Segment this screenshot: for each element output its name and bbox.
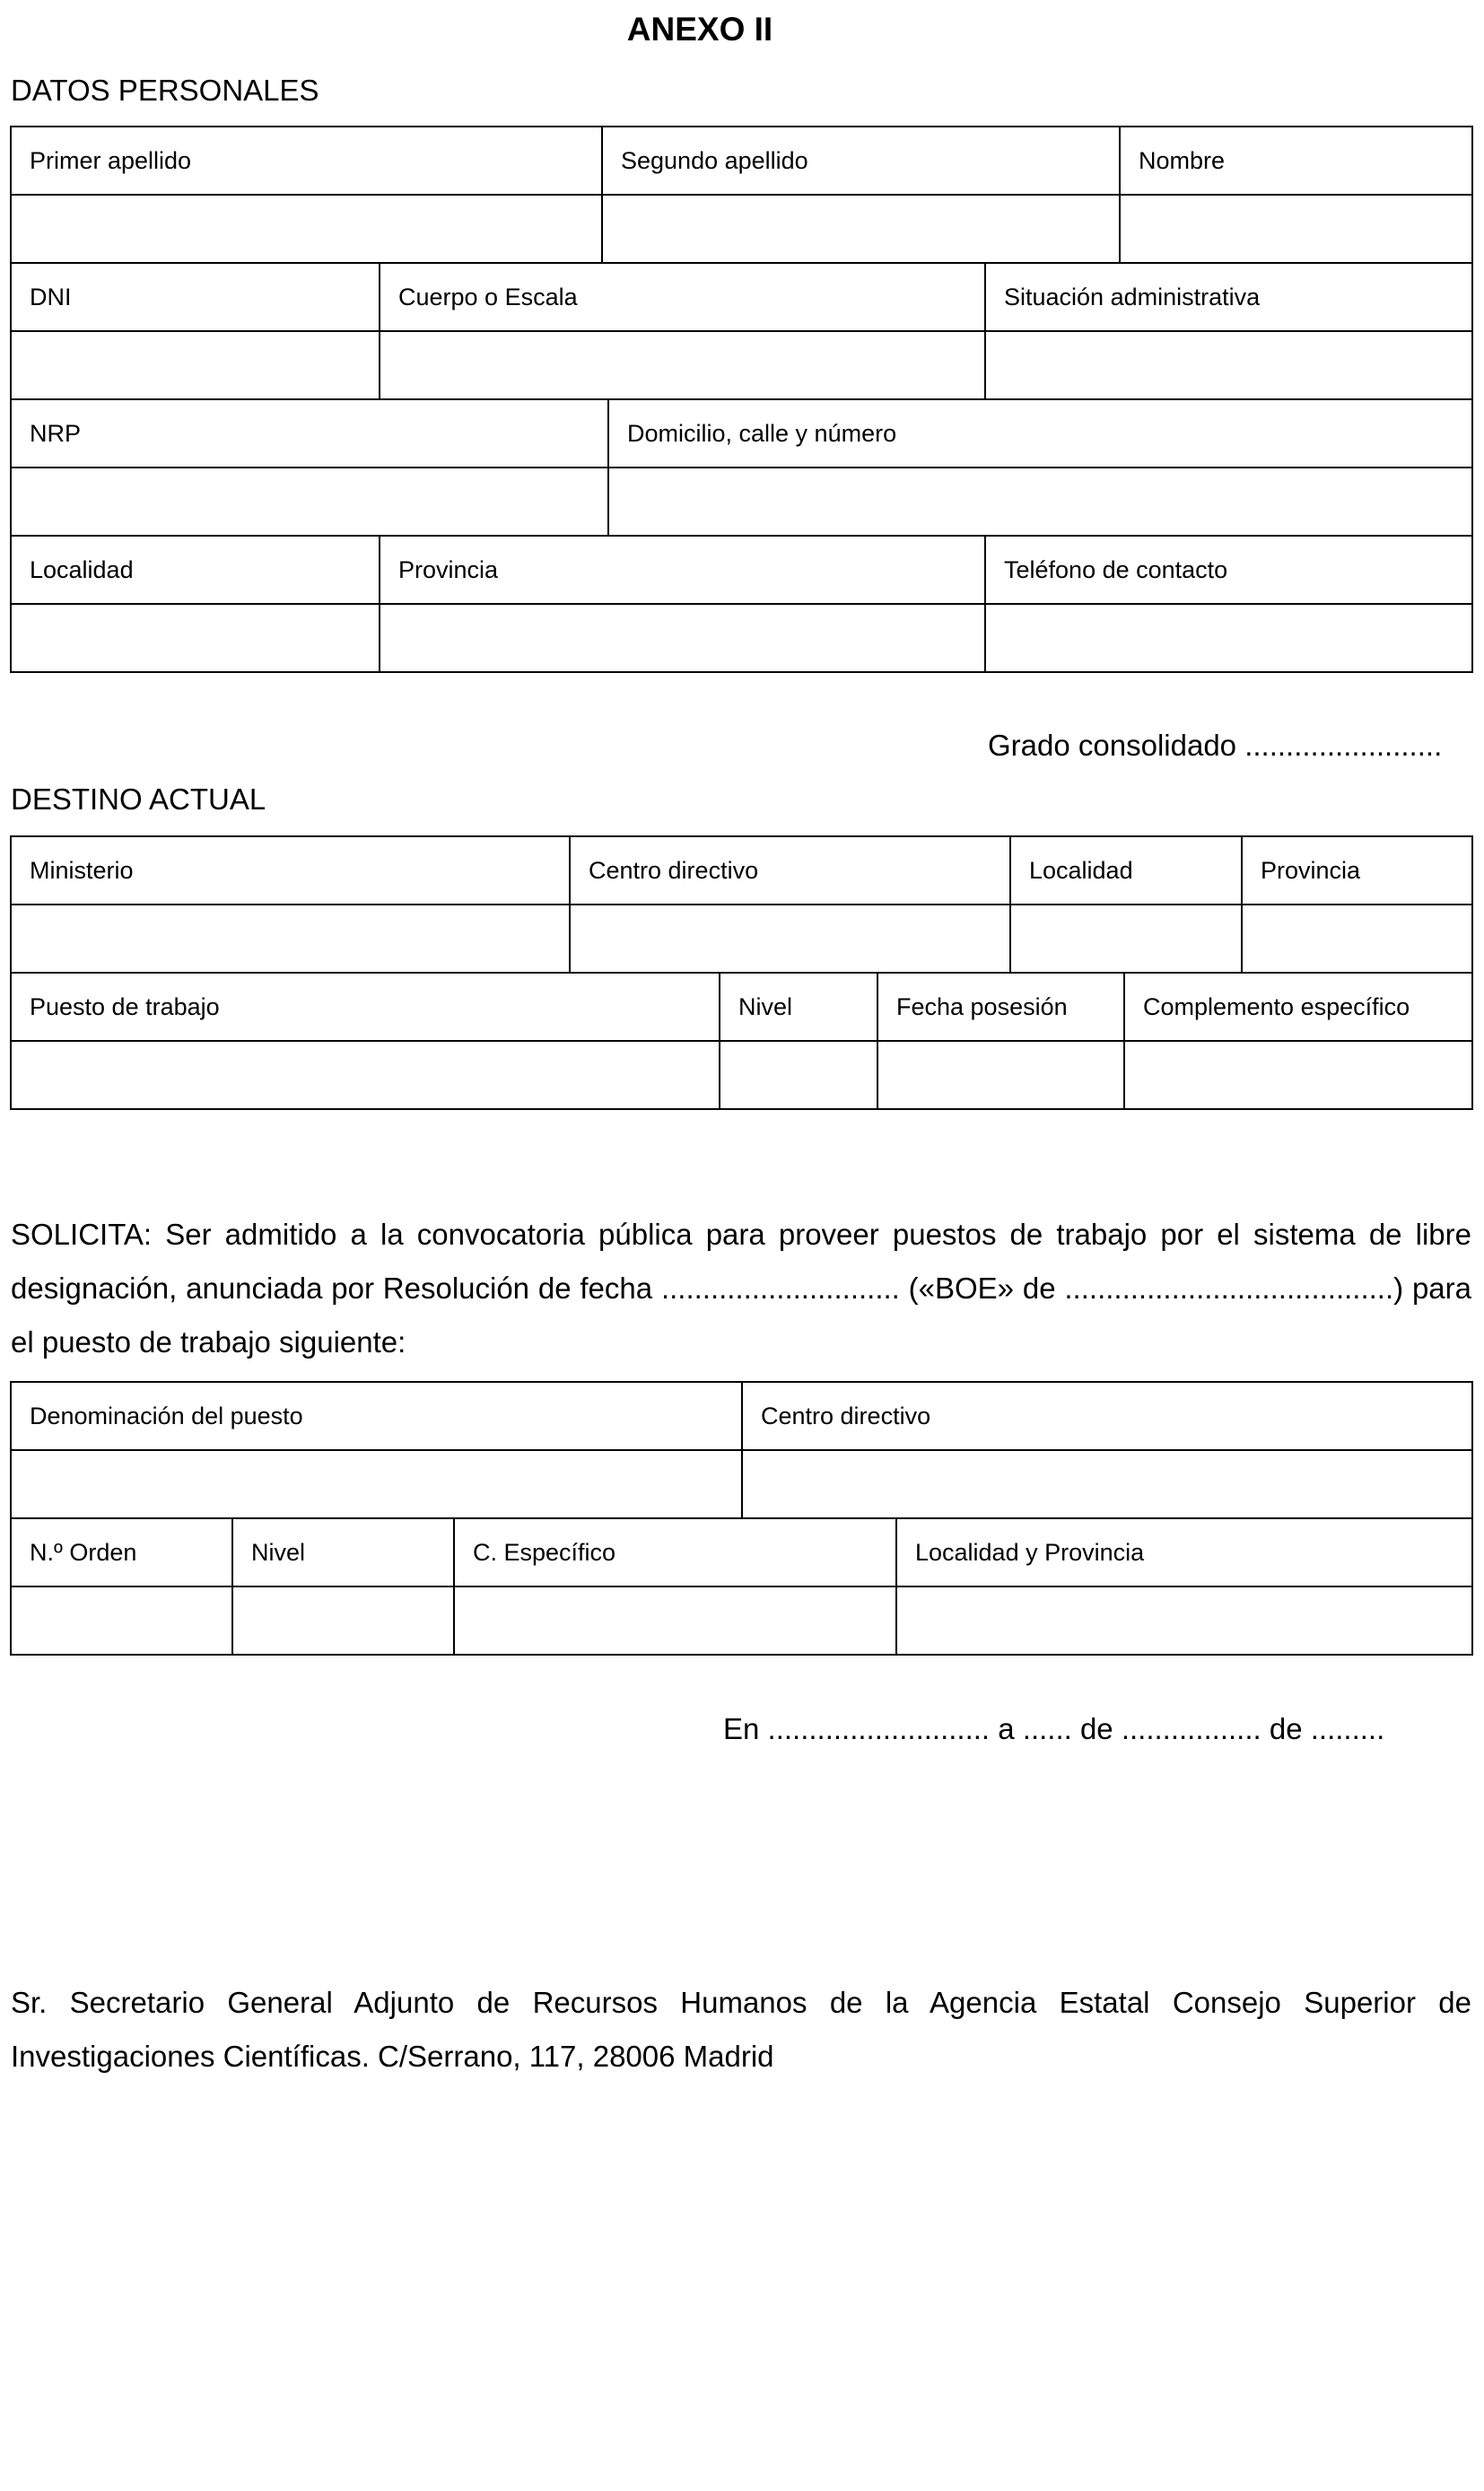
table-row bbox=[10, 468, 1473, 537]
table-row bbox=[10, 400, 1473, 468]
centro-directivo-label: Centro directivo bbox=[571, 837, 1011, 904]
table-row bbox=[10, 905, 1473, 974]
nrp-label: NRP bbox=[12, 400, 609, 467]
segundo-apellido-field[interactable] bbox=[603, 196, 1121, 262]
centro-directivo-solicitado-field[interactable] bbox=[743, 1451, 1471, 1517]
situacion-administrativa-label: Situación administrativa bbox=[1004, 283, 1261, 310]
numero-orden-label: N.º Orden bbox=[12, 1519, 233, 1586]
centro-directivo-solicitado-label: Centro directivo bbox=[761, 1402, 931, 1429]
telefono-contacto-field[interactable] bbox=[986, 605, 1471, 671]
primer-apellido-label: Primer apellido bbox=[12, 127, 603, 194]
datos-personales-grid bbox=[10, 126, 1473, 673]
nivel-field[interactable] bbox=[720, 1042, 878, 1108]
provincia-label: Provincia bbox=[380, 537, 986, 603]
fecha-posesion-field[interactable] bbox=[878, 1042, 1125, 1108]
cuerpo-escala-label: Cuerpo o Escala bbox=[380, 264, 986, 330]
ministerio-field[interactable] bbox=[12, 905, 571, 972]
numero-orden-field[interactable] bbox=[12, 1587, 233, 1654]
provincia-actual-label: Provincia bbox=[1261, 856, 1361, 884]
localidad-provincia-field[interactable] bbox=[897, 1587, 1471, 1654]
c-especifico-field[interactable] bbox=[455, 1587, 897, 1654]
table-row bbox=[10, 1587, 1473, 1656]
nrp-field[interactable] bbox=[12, 468, 609, 535]
nombre-field[interactable] bbox=[1121, 196, 1471, 262]
complemento-especifico-field[interactable] bbox=[1125, 1042, 1471, 1108]
centro-directivo-field[interactable] bbox=[571, 905, 1011, 972]
localidad-actual-label: Localidad bbox=[1011, 837, 1243, 904]
fecha-posesion-label: Fecha posesión bbox=[878, 974, 1125, 1040]
nivel-solicitado-label: Nivel bbox=[233, 1519, 455, 1586]
telefono-contacto-label: Teléfono de contacto bbox=[1004, 555, 1228, 583]
table-row bbox=[10, 537, 1473, 605]
solicita-paragraph: SOLICITA: Ser admitido a la convocatoria pública para proveer puestos de trabajo por el sistema de libre designación, anunciada por Resolución de fecha ............................. («BOE» de ........................................) para el puesto de trabajo siguiente: bbox=[11, 1218, 1471, 1359]
datos-personales-heading: DATOS PERSONALES bbox=[11, 74, 319, 107]
cuerpo-escala-field[interactable] bbox=[380, 332, 986, 398]
destino-actual-grid bbox=[10, 835, 1473, 1110]
nivel-solicitado-field[interactable] bbox=[233, 1587, 455, 1654]
grado-consolidado: Grado consolidado ........................ bbox=[988, 729, 1443, 762]
c-especifico-label: C. Específico bbox=[455, 1519, 897, 1586]
localidad-label: Localidad bbox=[12, 537, 380, 603]
table-row bbox=[10, 835, 1473, 905]
table-row bbox=[10, 1042, 1473, 1110]
table-row bbox=[10, 126, 1473, 196]
primer-apellido-field[interactable] bbox=[12, 196, 603, 262]
table-row bbox=[10, 196, 1473, 264]
domicilio-field[interactable] bbox=[609, 468, 1471, 535]
nombre-label: Nombre bbox=[1139, 146, 1226, 174]
complemento-especifico-label: Complemento específico bbox=[1143, 992, 1410, 1020]
dni-label: DNI bbox=[12, 264, 380, 330]
localidad-field[interactable] bbox=[12, 605, 380, 671]
puesto-trabajo-field[interactable] bbox=[12, 1042, 720, 1108]
puesto-solicitado-grid bbox=[10, 1381, 1473, 1656]
table-row bbox=[10, 974, 1473, 1042]
denominacion-puesto-label: Denominación del puesto bbox=[12, 1383, 743, 1449]
table-row bbox=[10, 605, 1473, 673]
table-row bbox=[10, 1451, 1473, 1519]
table-row bbox=[10, 332, 1473, 400]
puesto-trabajo-label: Puesto de trabajo bbox=[12, 974, 720, 1040]
provincia-field[interactable] bbox=[380, 605, 986, 671]
dni-field[interactable] bbox=[12, 332, 380, 398]
domicilio-label: Domicilio, calle y número bbox=[627, 419, 897, 447]
segundo-apellido-label: Segundo apellido bbox=[603, 127, 1121, 194]
table-row bbox=[10, 1381, 1473, 1451]
situacion-administrativa-field[interactable] bbox=[986, 332, 1471, 398]
ministerio-label: Ministerio bbox=[12, 837, 571, 904]
provincia-actual-field[interactable] bbox=[1243, 905, 1471, 972]
denominacion-puesto-field[interactable] bbox=[12, 1451, 743, 1517]
localidad-actual-field[interactable] bbox=[1011, 905, 1243, 972]
fecha-lugar-line: En ........................... a ...... de ................. de ......... bbox=[723, 1712, 1385, 1745]
destino-actual-heading: DESTINO ACTUAL bbox=[11, 782, 266, 816]
destinatario-paragraph: Sr. Secretario General Adjunto de Recursos Humanos de la Agencia Estatal Consejo Superior de Investigaciones Científicas. C/Serrano, 117, 28006 Madrid bbox=[11, 1986, 1471, 2073]
table-row bbox=[10, 1519, 1473, 1587]
nivel-label: Nivel bbox=[720, 974, 878, 1040]
localidad-provincia-label: Localidad y Provincia bbox=[915, 1538, 1145, 1566]
page-title: ANEXO II bbox=[626, 11, 773, 48]
table-row bbox=[10, 264, 1473, 332]
